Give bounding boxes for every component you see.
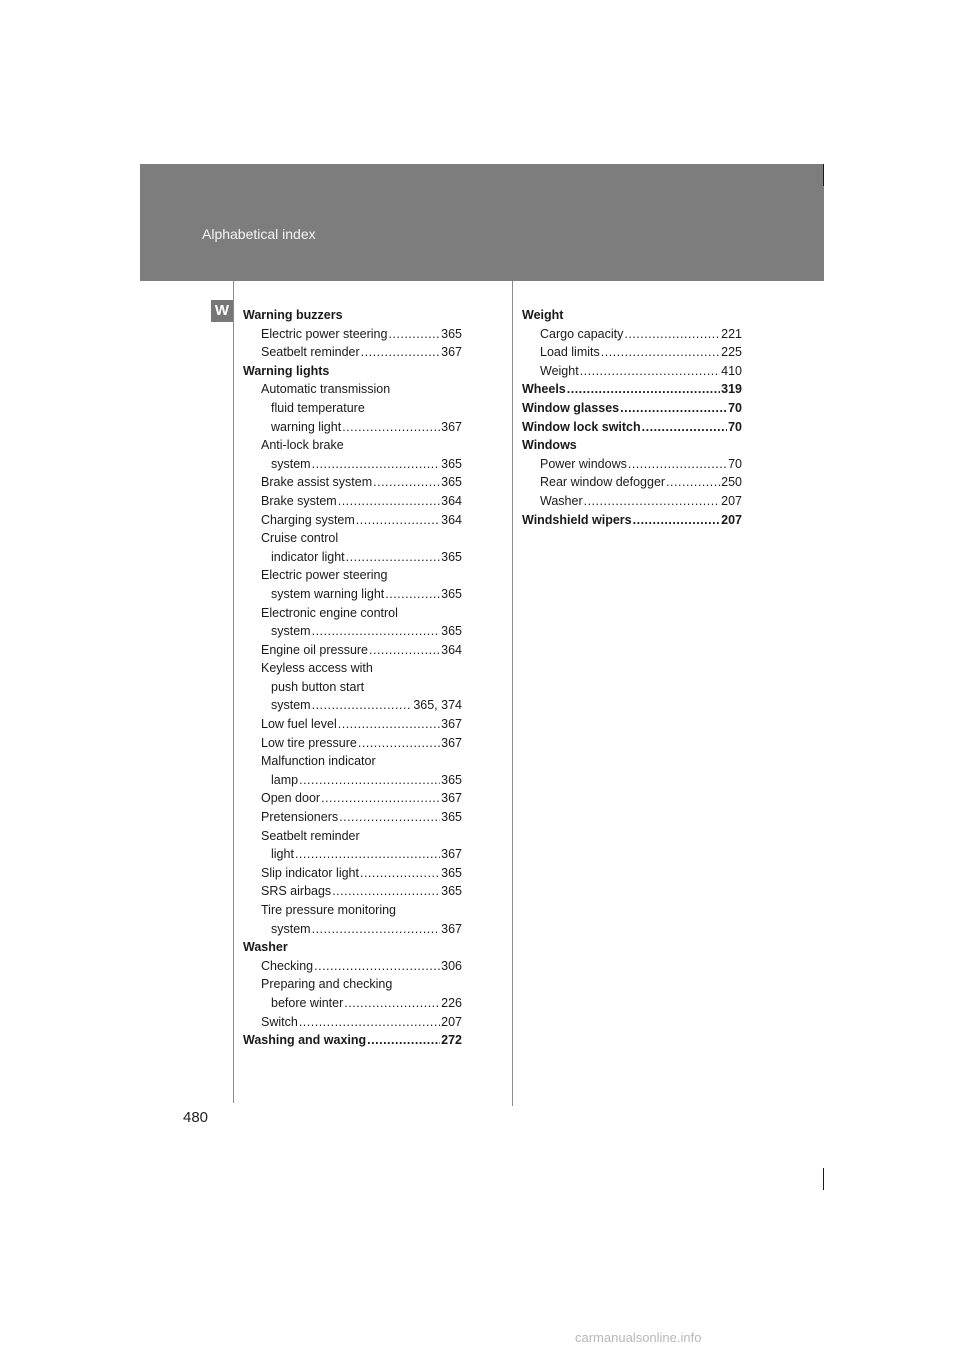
index-subentry (243, 789, 462, 808)
index-subentry (243, 882, 462, 901)
entry-page-reference[interactable]: 365 (441, 772, 462, 787)
page-number: 480 (183, 1109, 209, 1126)
entry-label: Seatbelt reminder (261, 345, 360, 360)
dot-leader (356, 511, 440, 530)
index-subentry (243, 418, 462, 437)
index-subentry (243, 715, 462, 734)
index-entry (522, 418, 742, 437)
index-heading: Warning buzzers (243, 308, 343, 322)
index-subentry (243, 325, 462, 344)
index-subentry (522, 325, 742, 344)
entry-page-reference[interactable]: 70 (728, 456, 742, 471)
index-subentry (243, 957, 462, 976)
dot-leader (567, 380, 720, 399)
index-subentry (243, 585, 462, 604)
entry-label: light (271, 847, 294, 862)
entry-page-reference[interactable]: 365 (441, 884, 462, 899)
entry-page-reference[interactable]: 410 (721, 363, 742, 378)
dot-leader (666, 473, 720, 492)
index-subentry (243, 473, 462, 492)
entry-page-reference[interactable]: 367 (441, 791, 462, 806)
entry-label: Engine oil pressure (261, 642, 369, 657)
entry-label: before winter (271, 995, 344, 1010)
dot-leader (642, 418, 727, 437)
dot-leader (360, 864, 440, 883)
index-subentry (243, 492, 462, 511)
left-column-rule (233, 281, 234, 1103)
dot-leader (361, 343, 440, 362)
dot-leader (373, 473, 440, 492)
index-subentry-text: Anti-lock brake (261, 438, 344, 453)
index-subentry (243, 1013, 462, 1032)
entry-label: system warning light (271, 586, 385, 601)
entry-page-reference[interactable]: 365 (441, 456, 462, 471)
index-subentry-text: Tire pressure monitoring (261, 903, 397, 917)
entry-label: Washing and waxing (243, 1033, 367, 1048)
dot-leader (633, 511, 721, 530)
index-column-left (243, 306, 462, 1050)
index-subentry-text: Cruise control (261, 531, 339, 546)
entry-label: Cargo capacity (540, 326, 624, 341)
index-subentry-text: Electronic engine control (261, 605, 398, 620)
entry-label: Window lock switch (522, 419, 641, 434)
dot-leader (338, 715, 440, 734)
dot-leader (628, 455, 727, 474)
index-entry (243, 1031, 462, 1050)
index-subentry (243, 994, 462, 1013)
entry-label: system (271, 456, 311, 471)
section-letter-tab: W (211, 300, 233, 322)
entry-page-reference[interactable]: 70 (728, 400, 742, 415)
entry-page-reference[interactable]: 365, 374 (413, 698, 462, 713)
entry-label: lamp (271, 772, 299, 787)
entry-label: system (271, 624, 311, 639)
index-heading: Windows (522, 438, 577, 453)
entry-page-reference[interactable]: 365 (441, 586, 462, 601)
entry-page-reference[interactable]: 319 (721, 382, 742, 397)
index-subentry-text: push button start (271, 679, 365, 694)
entry-page-reference[interactable]: 367 (441, 921, 462, 936)
entry-page-reference[interactable]: 367 (441, 735, 462, 750)
dot-leader (584, 492, 721, 511)
dot-leader (332, 882, 440, 901)
entry-label: SRS airbags (261, 884, 332, 899)
entry-page-reference[interactable]: 250 (721, 475, 742, 490)
entry-label: indicator light (271, 549, 345, 564)
entry-label: Low tire pressure (261, 735, 357, 750)
index-subentry (243, 696, 462, 715)
dot-leader (369, 641, 440, 660)
index-subentry (243, 734, 462, 753)
entry-page-reference[interactable]: 225 (721, 345, 742, 360)
entry-label: Washer (540, 493, 583, 508)
entry-page-reference[interactable]: 367 (441, 345, 462, 360)
entry-label: Pretensioners (261, 810, 339, 825)
entry-page-reference[interactable]: 306 (441, 958, 462, 973)
index-subentry-text: fluid temperature (271, 400, 365, 415)
entry-page-reference[interactable]: 70 (728, 419, 742, 434)
entry-label: Checking (261, 958, 314, 973)
index-subentry-text: Seatbelt reminder (261, 828, 360, 843)
index-subentry (522, 362, 742, 381)
index-column-right (522, 306, 742, 529)
entry-label: Open door (261, 791, 321, 806)
entry-label: Weight (540, 363, 579, 378)
index-entry (522, 399, 742, 418)
entry-label: Brake assist system (261, 475, 373, 490)
entry-page-reference[interactable]: 207 (721, 493, 742, 508)
index-subentry (243, 920, 462, 939)
index-subentry (243, 771, 462, 790)
entry-page-reference[interactable]: 207 (721, 512, 742, 527)
entry-page-reference[interactable]: 364 (441, 642, 462, 657)
index-subentry (522, 455, 742, 474)
index-subentry (243, 622, 462, 641)
entry-label: Slip indicator light (261, 865, 359, 880)
dot-leader (314, 957, 440, 976)
entry-label: Window glasses (522, 400, 620, 415)
dot-leader (338, 492, 440, 511)
index-subentry-text: Keyless access with (261, 661, 373, 676)
dot-leader (601, 343, 720, 362)
dot-leader (358, 734, 440, 753)
index-subentry-text: Automatic transmission (261, 382, 391, 397)
dot-leader (624, 325, 720, 344)
index-subentry (243, 548, 462, 567)
entry-page-reference[interactable]: 367 (441, 847, 462, 862)
dot-leader (344, 994, 440, 1013)
entry-label: Wheels (522, 382, 566, 397)
dot-leader (312, 455, 441, 474)
dot-leader (321, 789, 440, 808)
dot-leader (299, 771, 440, 790)
dot-leader (342, 418, 440, 437)
entry-label: Brake system (261, 493, 337, 508)
dot-leader (580, 362, 720, 381)
entry-label: Switch (261, 1014, 298, 1029)
dot-leader (346, 548, 440, 567)
index-subentry (522, 343, 742, 362)
center-column-rule (512, 281, 513, 1106)
index-heading: Washer (243, 940, 288, 955)
entry-label: Rear window defogger (540, 475, 666, 490)
dot-leader (295, 845, 440, 864)
index-subentry (243, 641, 462, 660)
index-entry (522, 380, 742, 399)
entry-page-reference[interactable]: 272 (441, 1033, 462, 1048)
index-subentry-text: Preparing and checking (261, 977, 393, 992)
dot-leader (620, 399, 727, 418)
entry-page-reference[interactable]: 365 (441, 549, 462, 564)
index-subentry (243, 455, 462, 474)
index-subentry (243, 808, 462, 827)
entry-page-reference[interactable]: 365 (441, 326, 462, 341)
index-subentry (243, 511, 462, 530)
dot-leader (388, 325, 440, 344)
entry-page-reference[interactable]: 365 (441, 810, 462, 825)
entry-page-reference[interactable]: 367 (441, 419, 462, 434)
crop-mark-bottom (823, 1168, 824, 1190)
watermark: carmanualsonline.info (575, 1330, 702, 1345)
index-entry (522, 511, 742, 530)
entry-page-reference[interactable]: 365 (441, 475, 462, 490)
dot-leader (339, 808, 440, 827)
entry-label: Load limits (540, 345, 600, 360)
index-heading: Weight (522, 308, 564, 322)
dot-leader (312, 696, 413, 715)
index-subentry (522, 492, 742, 511)
entry-label: Low fuel level (261, 717, 337, 732)
index-subentry (243, 845, 462, 864)
index-subentry (243, 864, 462, 883)
page-title: Alphabetical index (202, 226, 316, 242)
entry-label: warning light (271, 419, 342, 434)
entry-page-reference[interactable]: 367 (441, 717, 462, 732)
index-subentry-text: Electric power steering (261, 568, 388, 583)
index-subentry (522, 473, 742, 492)
entry-label: Electric power steering (261, 326, 388, 341)
dot-leader (299, 1013, 440, 1032)
crop-mark-top (823, 164, 824, 186)
entry-label: system (271, 921, 311, 936)
entry-page-reference[interactable]: 364 (441, 512, 462, 527)
entry-page-reference[interactable]: 365 (441, 865, 462, 880)
entry-page-reference[interactable]: 364 (441, 493, 462, 508)
dot-leader (312, 622, 441, 641)
index-subentry-text: Malfunction indicator (261, 754, 376, 769)
header-bar (140, 164, 824, 281)
dot-leader (367, 1031, 440, 1050)
entry-label: system (271, 698, 311, 713)
index-heading: Warning lights (243, 363, 330, 378)
dot-leader (385, 585, 440, 604)
entry-page-reference[interactable]: 207 (441, 1014, 462, 1029)
dot-leader (312, 920, 441, 939)
entry-label: Charging system (261, 512, 355, 527)
index-subentry (243, 343, 462, 362)
entry-label: Power windows (540, 456, 627, 471)
entry-page-reference[interactable]: 226 (441, 995, 462, 1010)
entry-page-reference[interactable]: 365 (441, 624, 462, 639)
entry-label: Windshield wipers (522, 512, 632, 527)
entry-page-reference[interactable]: 221 (721, 326, 742, 341)
